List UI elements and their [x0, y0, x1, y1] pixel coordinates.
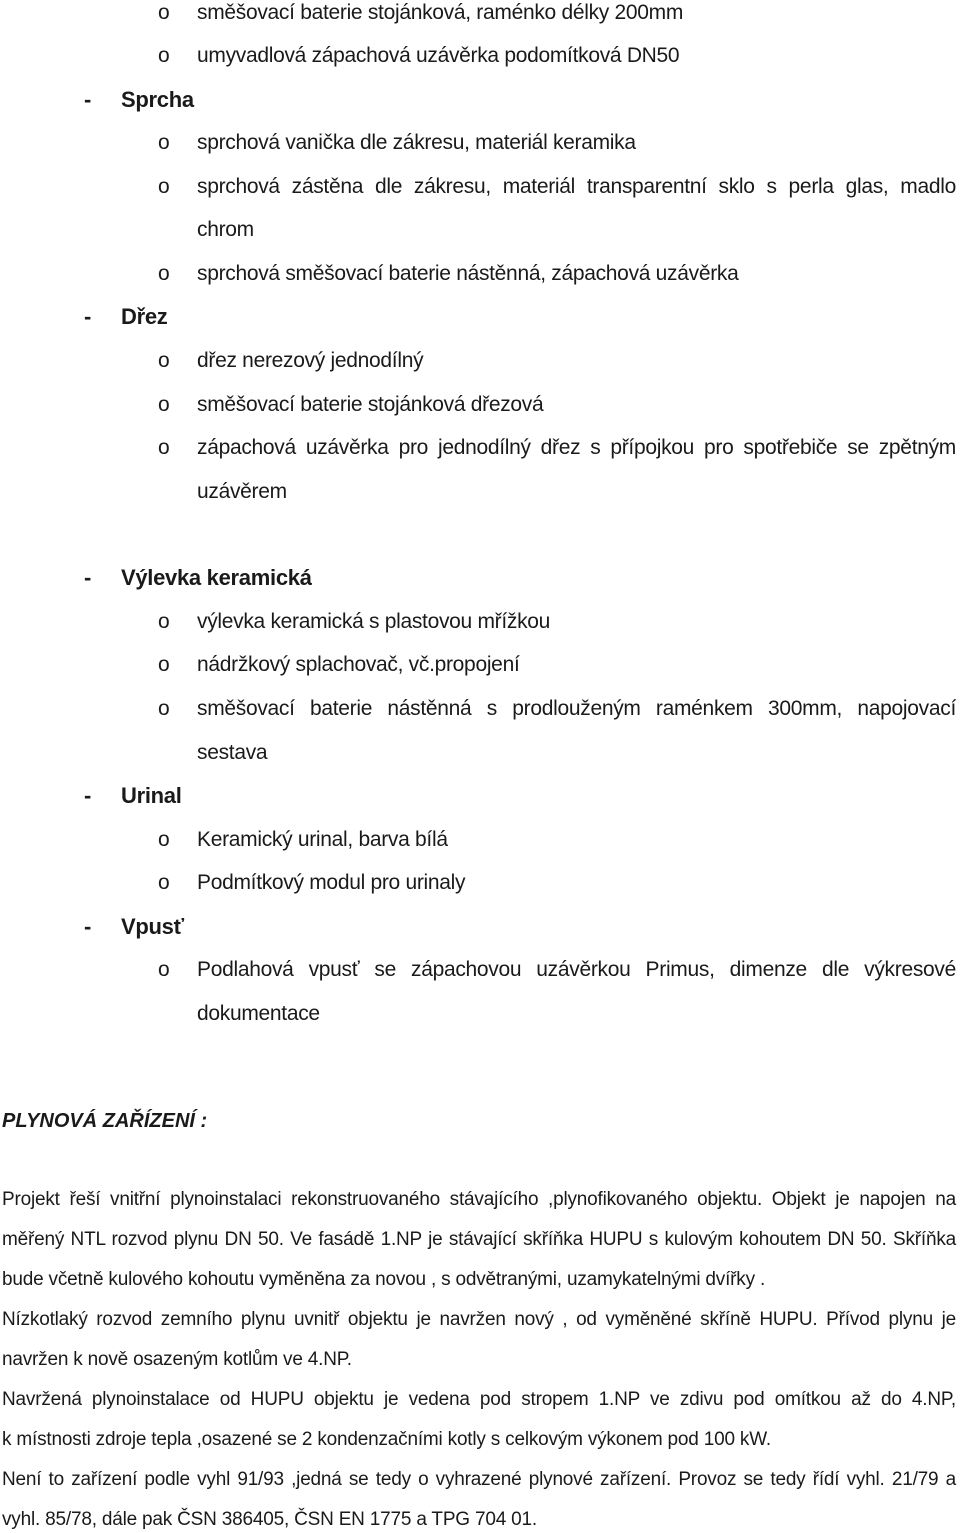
bullet-marker: o	[158, 436, 170, 459]
list-item: zápachová uzávěrka pro jednodílný dřez s přípojkou pro spotřebiče se zpětným	[197, 436, 956, 459]
dash-marker: -	[84, 304, 92, 329]
bullet-marker: o	[158, 653, 170, 676]
bullet-marker: o	[158, 44, 170, 67]
paragraph-line: Nízkotlaký rozvod zemního plynu uvnitř objektu je navržen nový , od vyměněné skříně HUPU. Přívod plynu je	[2, 1309, 956, 1330]
bullet-marker: o	[158, 828, 170, 851]
list-item: Keramický urinal, barva bílá	[197, 828, 448, 851]
section-heading-vpust: Vpusť	[121, 914, 184, 939]
list-item: sprchová zástěna dle zákresu, materiál transparentní sklo s perla glas, madlo	[197, 175, 956, 198]
list-item: nádržkový splachovač, vč.propojení	[197, 653, 520, 676]
list-item: dřez nerezový jednodílný	[197, 349, 424, 372]
paragraph-line: bude včetně kulového kohoutu vyměněna za novou , s odvětranými, uzamykatelnými dvířky .	[2, 1269, 766, 1290]
paragraph-line: navržen k nově osazeným kotlům ve 4.NP.	[2, 1349, 352, 1370]
list-item-continuation: sestava	[197, 741, 268, 764]
list-item: směšovací baterie nástěnná s prodlouženým raménkem 300mm, napojovací	[197, 697, 956, 720]
dash-marker: -	[84, 87, 92, 112]
list-item-continuation: uzávěrem	[197, 480, 287, 503]
section-heading-drez: Dřez	[121, 304, 168, 329]
bullet-marker: o	[158, 958, 170, 981]
dash-marker: -	[84, 783, 92, 808]
bullet-marker: o	[158, 610, 170, 633]
list-item: sprchová vanička dle zákresu, materiál keramika	[197, 131, 636, 154]
paragraph-line: Není to zařízení podle vyhl 91/93 ,jedná se tedy o vyhrazené plynové zařízení. Provoz se tedy řídí vyhl. 21/79 a	[2, 1469, 956, 1490]
list-item: výlevka keramická s plastovou mřížkou	[197, 610, 551, 633]
bullet-marker: o	[158, 393, 170, 416]
section-heading-sprcha: Sprcha	[121, 87, 194, 112]
bullet-marker: o	[158, 349, 170, 372]
bullet-marker: o	[158, 131, 170, 154]
section-heading-vylevka: Výlevka keramická	[121, 565, 312, 590]
paragraph-line: měřený NTL rozvod plynu DN 50. Ve fasádě 1.NP je stávající skříňka HUPU s kulovým kohoutem DN 50. Skříňka	[2, 1229, 956, 1250]
dash-marker: -	[84, 565, 92, 590]
list-item-continuation: dokumentace	[197, 1002, 320, 1025]
section-title-plyn: PLYNOVÁ ZAŘÍZENÍ :	[2, 1110, 208, 1132]
bullet-marker: o	[158, 262, 170, 285]
list-item: Podlahová vpusť se zápachovou uzávěrkou Primus, dimenze dle výkresové	[197, 958, 956, 981]
list-item: sprchová směšovací baterie nástěnná, zápachová uzávěrka	[197, 262, 739, 285]
paragraph-line: Navržená plynoinstalace od HUPU objektu je vedena pod stropem 1.NP ve zdivu pod omítkou až do 4.NP,	[2, 1389, 956, 1410]
paragraph-line: k místnosti zdroje tepla ,osazené se 2 kondenzačními kotly s celkovým výkonem pod 100 kW.	[2, 1429, 771, 1450]
list-item: umyvadlová zápachová uzávěrka podomítková DN50	[197, 44, 680, 67]
list-item: směšovací baterie stojánková dřezová	[197, 393, 544, 416]
dash-marker: -	[84, 914, 92, 939]
list-item: směšovací baterie stojánková, raménko délky 200mm	[197, 1, 684, 24]
list-item: Podmítkový modul pro urinaly	[197, 871, 466, 894]
list-item-continuation: chrom	[197, 218, 254, 241]
bullet-marker: o	[158, 175, 170, 198]
paragraph-line: Projekt řeší vnitřní plynoinstalaci rekonstruovaného stávajícího ,plynofikovaného objektu. Objekt je napojen na	[2, 1189, 956, 1210]
bullet-marker: o	[158, 697, 170, 720]
bullet-marker: o	[158, 1, 170, 24]
section-heading-urinal: Urinal	[121, 783, 182, 808]
bullet-marker: o	[158, 871, 170, 894]
paragraph-line: vyhl. 85/78, dále pak ČSN 386405, ČSN EN 1775 a TPG 704 01.	[2, 1509, 537, 1530]
